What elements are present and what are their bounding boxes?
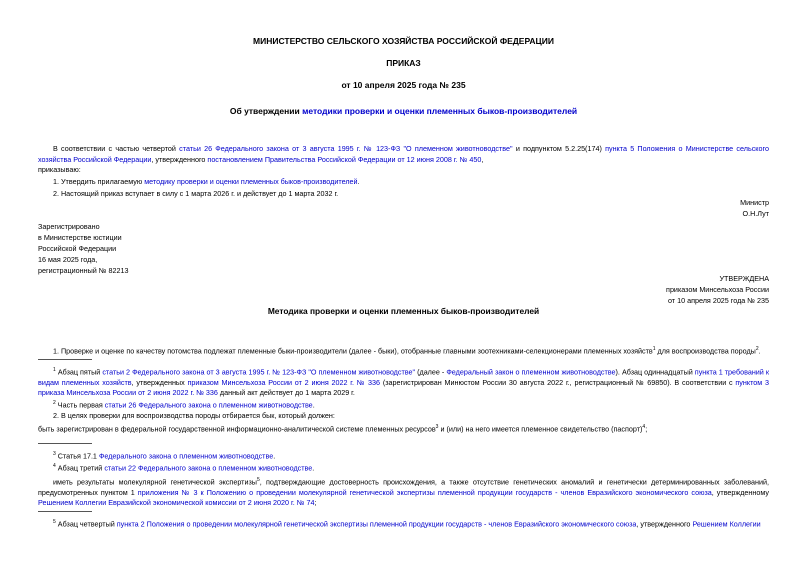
methodology-title: Методика проверки и оценки племенных быков-производителей xyxy=(267,306,540,316)
footnote-ref-4[interactable]: 4 xyxy=(642,424,646,430)
footnote-link[interactable]: статьи 22 Федерального закона о племенном животноводстве xyxy=(104,463,313,473)
registration-line: в Министерстве юстиции xyxy=(38,233,122,242)
doc-type-heading: ПРИКАЗ xyxy=(386,58,421,68)
footnote-ref-1[interactable]: 1 xyxy=(652,346,656,352)
footnote-1 xyxy=(38,365,769,399)
registration-line: 16 мая 2025 года, xyxy=(38,255,98,264)
footnote-link[interactable]: пункта 2 Положения о проведении молекулярной генетической экспертизы племенной продукции государств - членов Евразийского экономического союза xyxy=(116,519,637,529)
item-2-text: ; xyxy=(314,498,317,508)
footnote-link[interactable]: пунктом 3 приказа Минсельхоза России от 2 июня 2022 г. № 336 xyxy=(38,377,769,398)
item-2-text: и (или) на него имеется племенное свидетельство (паспорт) xyxy=(438,424,643,434)
footnote-text: Абзац третий xyxy=(55,463,105,473)
order-item-2: 2. Настоящий приказ вступает в силу с 1 марта 2026 г. и действует до 1 марта 2032 г. xyxy=(53,189,339,198)
item-1-text: 1. Проверке и оценке по качеству потомства подлежат племенные быки-производители (далее - быки), отобранные главными зоотехниками-селекционерами племенных хозяйств xyxy=(53,346,653,356)
methodology-item-2-a xyxy=(38,422,647,434)
footnote-text: Абзац четвертый xyxy=(55,519,117,529)
footnote-mark: 4 xyxy=(53,463,56,469)
order-title-prefix: Об утверждении xyxy=(229,106,303,116)
footnote-text: , утвержденного xyxy=(636,519,693,529)
preamble-link-resolution[interactable]: постановлением Правительства Российской Федерации от 12 июня 2008 г. № 450 xyxy=(207,154,482,164)
ministry-heading: МИНИСТЕРСТВО СЕЛЬСКОГО ХОЗЯЙСТВА РОССИЙСКОЙ ФЕДЕРАЦИИ xyxy=(253,36,554,46)
approval-date: от 10 апреля 2025 года № 235 xyxy=(667,296,769,305)
footnote-text: Статья 17.1 xyxy=(55,451,99,461)
order-item-1-text: 1. Утвердить прилагаемую xyxy=(53,177,145,186)
footnote-2 xyxy=(53,398,315,410)
preamble-text: , утвержденного xyxy=(151,154,208,164)
preamble-text: и подпунктом 5.2.25(174) xyxy=(512,144,606,153)
approval-stamp: УТВЕРЖДЕНА xyxy=(719,274,769,283)
approval-by: приказом Минсельхоза России xyxy=(666,285,769,294)
footnote-text: (далее - xyxy=(415,367,447,377)
footnote-link[interactable]: Федерального закона о племенном животноводстве xyxy=(98,451,274,461)
footnote-3 xyxy=(53,449,275,461)
item-1-text: . xyxy=(758,346,761,356)
footnote-text: данный акт действует до 1 марта 2029 г. xyxy=(217,388,355,398)
preamble-paragraph xyxy=(38,144,769,165)
preamble-text: , xyxy=(481,154,484,164)
item-2-text: , подтверждающие достоверность происхождения, а также отсутствие генетических аномалий и генетически детерминированных заболеваний, предусмотренных пунктом 1 xyxy=(38,477,770,497)
orders-word: приказываю: xyxy=(38,165,81,174)
order-item-1-link[interactable]: методику проверки и оценки племенных быков-производителей xyxy=(144,177,358,186)
footnote-ref-5[interactable]: 5 xyxy=(256,477,260,483)
footnote-text: . xyxy=(312,463,315,473)
preamble-link-regulation[interactable]: пункта 5 Положения о Министерстве сельского хозяйства Российской Федерации xyxy=(38,144,769,164)
footnote-link[interactable]: Федеральный закон о племенном животноводстве xyxy=(446,367,616,377)
footnote-link[interactable]: Решением Коллегии xyxy=(692,519,761,529)
footnote-5 xyxy=(53,517,769,529)
item-1-text: для воспроизводства породы xyxy=(655,346,756,356)
footnote-text: . xyxy=(273,451,276,461)
footnote-ref-3[interactable]: 3 xyxy=(435,424,439,430)
methodology-item-1 xyxy=(53,344,761,356)
preamble-text: В соответствии с частью четвертой xyxy=(53,144,180,153)
registration-line: регистрационный № 82213 xyxy=(38,266,129,275)
footnote-mark: 3 xyxy=(53,451,56,457)
registration-line: Российской Федерации xyxy=(38,244,117,253)
footnote-link[interactable]: статьи 26 Федерального закона о племенном животноводстве xyxy=(104,400,313,410)
signature-position: Министр xyxy=(740,198,769,207)
item-2-text: иметь результаты молекулярной генетической экспертизы xyxy=(53,477,257,487)
item-2-text: быть зарегистрирован в федеральной государственной информационно-аналитической системе племенных ресурсов xyxy=(38,424,436,434)
methodology-item-2-intro: 2. В целях проверки для воспроизводства породы отбирается бык, который должен: xyxy=(53,411,335,420)
footnote-mark: 5 xyxy=(53,519,56,525)
order-title xyxy=(0,106,807,116)
item-2-link[interactable]: приложения № 3 к Положению о проведении молекулярной генетической экспертизы племенной продукции государств - членов Евразийского экономического союза xyxy=(137,487,712,497)
footnote-mark: 2 xyxy=(53,400,56,406)
signature-name: О.Н.Лут xyxy=(742,209,769,218)
order-title-link[interactable]: методики проверки и оценки племенных быков-производителей xyxy=(302,106,578,116)
footnote-divider xyxy=(38,359,92,360)
footnote-text: , утвержденных xyxy=(131,377,188,387)
order-date-number: от 10 апреля 2025 года № 235 xyxy=(341,80,466,90)
preamble-link-law[interactable]: статьи 26 Федерального закона от 3 августа 1995 г. № 123-ФЗ "О племенном животноводстве" xyxy=(179,144,513,153)
order-item-1-text: . xyxy=(357,177,360,186)
footnote-divider xyxy=(38,443,92,444)
footnote-text: (зарегистрирован Минюстом России 30 августа 2022 г., регистрационный № 69850). В соответствии с xyxy=(380,377,736,387)
registration-line: Зарегистрировано xyxy=(38,222,100,231)
order-item-1 xyxy=(53,177,360,187)
footnote-ref-2[interactable]: 2 xyxy=(755,346,759,352)
footnote-text: Часть первая xyxy=(55,400,105,410)
footnote-4 xyxy=(53,461,314,473)
footnote-link[interactable]: приказом Минсельхоза России от 2 июня 2022 г. № 336 xyxy=(187,377,381,387)
methodology-item-2-b xyxy=(38,475,769,509)
footnote-link[interactable]: статьи 2 Федерального закона от 3 августа 1995 г. № 123-ФЗ "О племенном животноводстве" xyxy=(102,367,416,377)
item-2-link[interactable]: Решением Коллегии Евразийской экономической комиссии от 2 июня 2020 г. № 74 xyxy=(38,498,315,508)
footnote-text: . xyxy=(312,400,315,410)
footnote-divider xyxy=(38,511,92,512)
item-2-text: , утвержденному xyxy=(711,487,769,497)
item-2-text: ; xyxy=(645,424,648,434)
footnote-text: Абзац пятый xyxy=(55,367,103,377)
footnote-link[interactable]: пункта 1 требований к видам племенных хозяйств xyxy=(38,367,769,387)
footnote-mark: 1 xyxy=(53,367,56,373)
footnote-text: ). Абзац одиннадцатый xyxy=(615,367,695,377)
